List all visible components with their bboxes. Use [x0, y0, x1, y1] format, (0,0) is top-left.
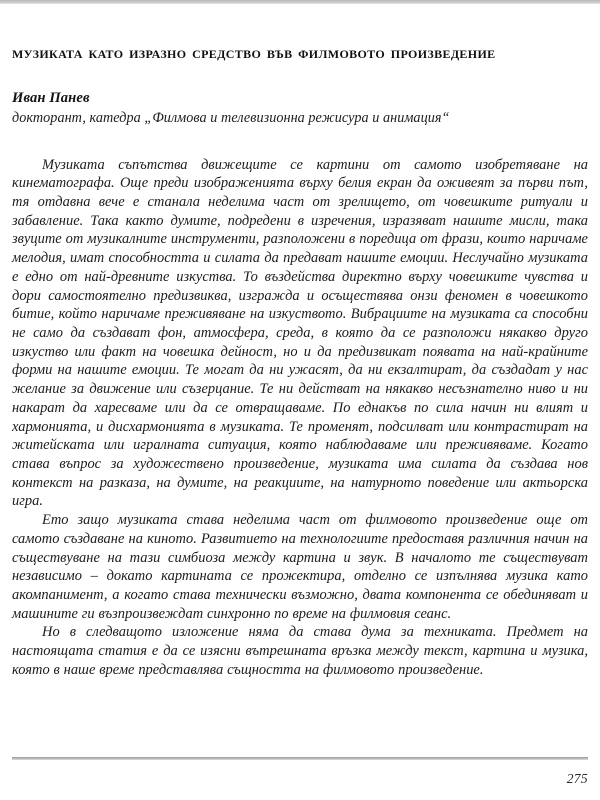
body-text: [12, 156, 588, 680]
page-number: 275: [566, 771, 588, 786]
author-affiliation: докторант, катедра „Филмова и телевизионна режисура и анимация“: [12, 109, 450, 126]
footer-divider-rule: [12, 757, 588, 760]
author-name: Иван Панев: [12, 89, 90, 106]
page-footer: [12, 757, 588, 787]
author-block: [12, 89, 588, 128]
body-paragraph: Ето защо музиката става неделима част от филмовото произведение още от самото създаване на киното. Развитието на технологиите предоставя различния начин на съществуване на тази симбиоза между картина и звук. В началото те съществуват независимо – докато картината се прожектира, отделно се изпълнява музика като акомпанимент, а когато става технически възможно, двата компонента се обединяват и машините ги възпроизвеждат синхронно по време на филмовия сеанс.: [12, 512, 588, 622]
page-content: [12, 0, 588, 680]
body-paragraph: Но в следващото изложение няма да става дума за техниката. Предмет на настоящата статия е да се изясни вътрешната връзка между текст, картина и музика, която в наше време представлява същността на филмовото произведение.: [12, 624, 588, 678]
page-title: музиката като изразно средство във филмовото произведение: [12, 42, 496, 62]
body-paragraph: Музиката съпътства движещите се картини от самото изобретяване на кинематографа. Още преди изображенията върху белия екран да оживеят за първи път, тя отдавна вече е станала неделима част от зрелището, от човешките ритуали и забавление. Така както думите, подредени в изречения, изразяват нашите мисли, така звуците от музикалните инструменти, разположени в поредица от фрази, които наричаме мелодия, имат способността и силата да предават нашите емоции. Неслучайно музиката е едно от най-древните изкуства. То въздейства директно върху човешките чувства и дори самостоятелно предизвиква, изгражда и осъществява онзи феномен в човешкото битие, който наричаме преживяване на изкуството. Вибрациите на музиката са способни не само да създават фон, атмосфера, среда, в която да се разположи някакво друго изкуство или факт на човешка дейност, но и да предизвикат появата на най-крайните форми на нашите емоции. Те могат да ни ужасят, да ни екзалтират, да създадат у нас желание за движение или съзерцание. Те ни действат на някакво несъзнателно ниво и ни накарат да харесваме или да се отвращаваме. По еднакъв по сила начин ни влият и хармонията, и дисхармонията в музиката. Те променят, подсилват или контрастират на житейската или игралната ситуация, която наблюдаваме или преживяваме. Когато става въпрос за художествено произведение, музиката има силата да създава нов контекст на разказа, на думите, на реакциите, на натурното поведение или актьорска игра.: [12, 156, 588, 510]
